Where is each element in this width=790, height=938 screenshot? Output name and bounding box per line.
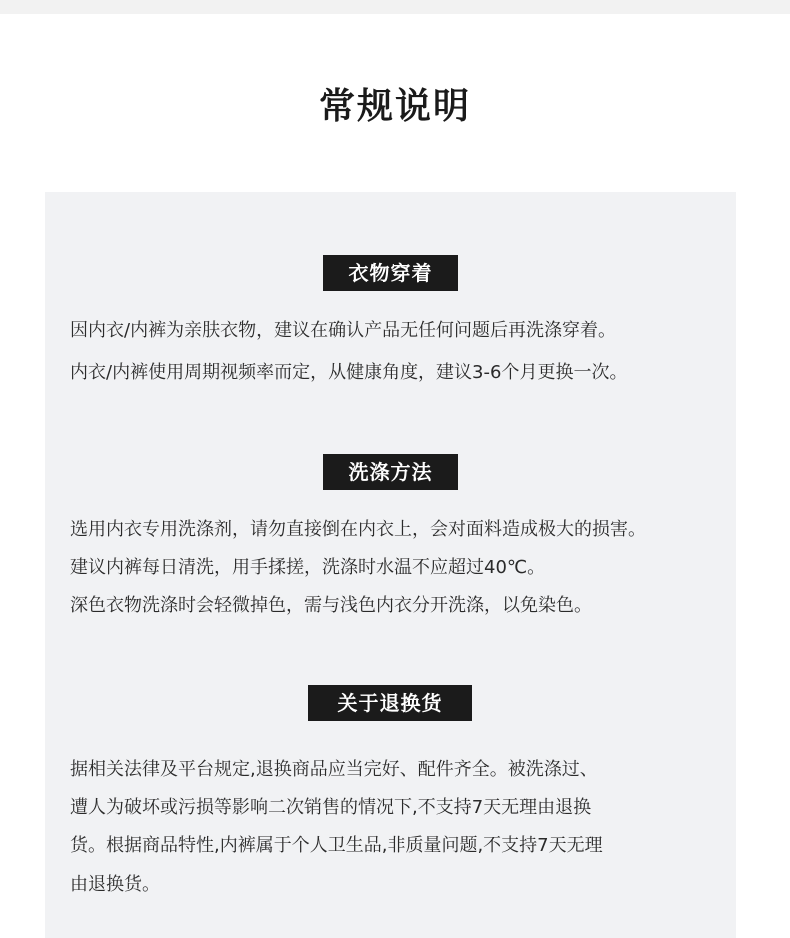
washing-line-2: 建议内裤每日清洗，用手揉搓，洗涤时水温不应超过40℃。	[70, 557, 546, 578]
section-header-returns: 关于退换货	[308, 685, 472, 721]
section-header-washing: 洗涤方法	[323, 454, 458, 490]
section-header-wearing: 衣物穿着	[323, 255, 458, 291]
wearing-line-1: 因内衣/内裤为亲肤衣物，建议在确认产品无任何问题后再洗涤穿着。	[70, 320, 617, 341]
returns-line-2: 遭人为破坏或污损等影响二次销售的情况下,不支持7天无理由退换	[70, 797, 592, 818]
top-divider-strip	[0, 0, 790, 14]
washing-line-1: 选用内衣专用洗涤剂，请勿直接倒在内衣上，会对面料造成极大的损害。	[70, 519, 646, 540]
returns-line-3: 货。根据商品特性,内裤属于个人卫生品,非质量问题,不支持7天无理	[70, 835, 603, 856]
returns-line-4: 由退换货。	[70, 874, 160, 895]
washing-line-3: 深色衣物洗涤时会轻微掉色，需与浅色内衣分开洗涤，以免染色。	[70, 595, 592, 616]
wearing-line-2: 内衣/内裤使用周期视频率而定，从健康角度，建议3-6个月更换一次。	[70, 362, 628, 383]
returns-line-1: 据相关法律及平台规定,退换商品应当完好、配件齐全。被洗涤过、	[70, 759, 598, 780]
page-title: 常规说明	[318, 86, 471, 127]
